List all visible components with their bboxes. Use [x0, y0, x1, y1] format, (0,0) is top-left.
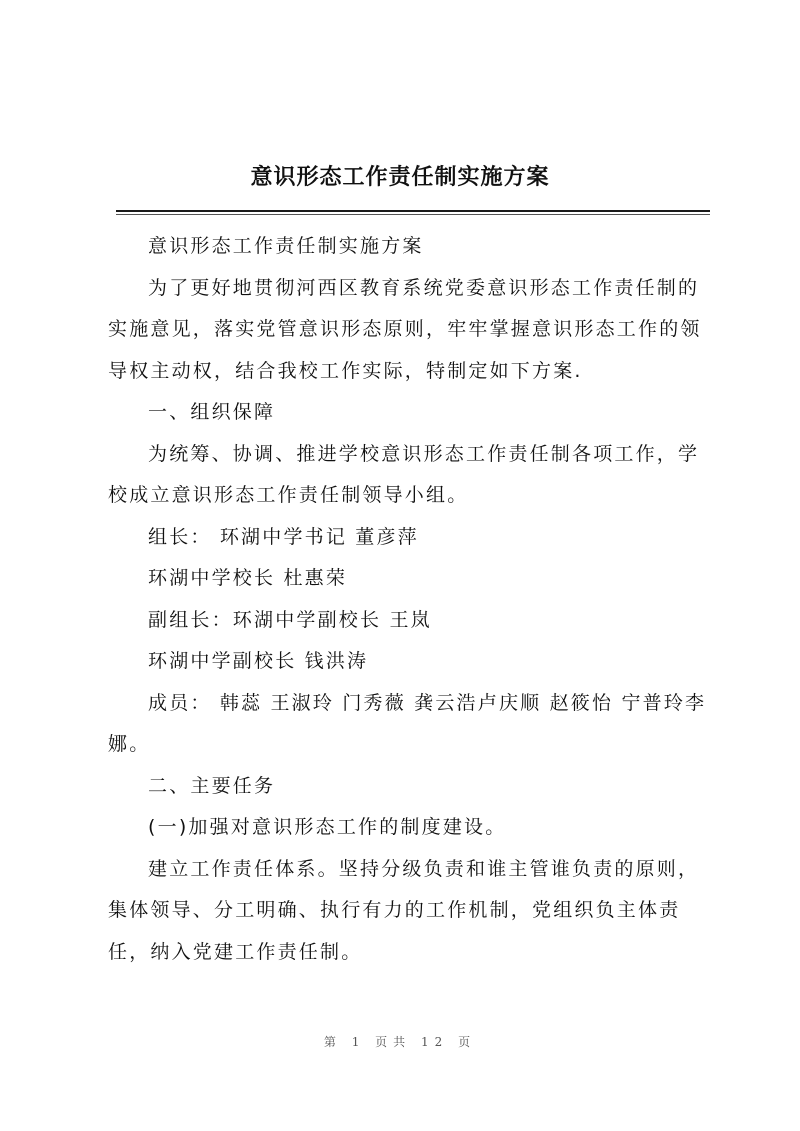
section-heading-tasks: 二、主要任务	[148, 774, 276, 797]
deputy-leader-line-2: 环湖中学副校长 钱洪涛	[148, 650, 369, 672]
document-title: 意识形态工作责任制实施方案	[250, 165, 550, 190]
page-number-footer: 第 1 页共 12 页	[323, 1035, 477, 1049]
document-body	[108, 226, 710, 973]
leader-line-2: 环湖中学校长 杜惠荣	[148, 567, 348, 589]
paragraph-organization: 为统筹、协调、推进学校意识形态工作责任制各项工作，学校成立意识形态工作责任制领导小组。	[108, 442, 700, 506]
paragraph-intro: 为了更好地贯彻河西区教育系统党委意识形态工作责任制的实施意见，落实党管意识形态原则，牢牢掌握意识形态工作的领导权主动权，结合我校工作实际，特制定如下方案.	[108, 276, 702, 382]
section-heading-organization: 一、组织保障	[148, 401, 276, 423]
leader-line: 组长： 环湖中学书记 董彦萍	[148, 525, 419, 548]
paragraph-responsibility: 建立工作责任体系。坚持分级负责和谁主管谁负责的原则，集体领导、分工明确、执行有力的工作机制，党组织负主体责任，纳入党建工作责任制。	[108, 857, 700, 963]
deputy-leader-line: 副组长：环湖中学副校长 王岚	[148, 608, 432, 631]
members-line: 成员： 韩蕊 王淑玲 门秀薇 龚云浩卢庆顺 赵筱怡 宁普玲李娜。	[108, 691, 707, 755]
title-divider-thin	[116, 214, 710, 215]
paragraph-subtitle: 意识形态工作责任制实施方案	[148, 235, 424, 257]
subsection-heading-1: (一)加强对意识形态工作的制度建设。	[148, 816, 507, 838]
title-divider-thick	[116, 210, 710, 212]
